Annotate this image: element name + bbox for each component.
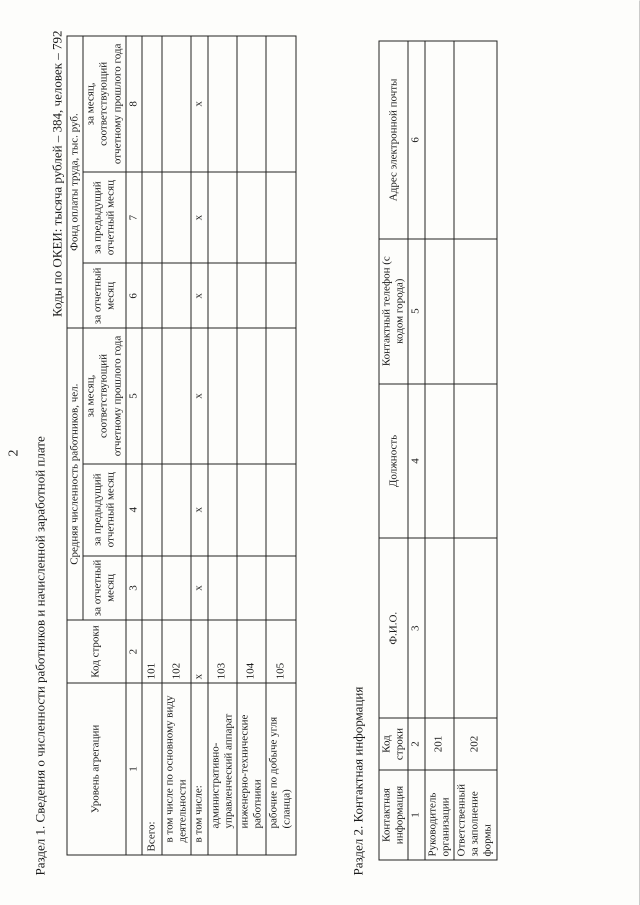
column-number: 2 bbox=[125, 620, 141, 683]
data-cell[interactable] bbox=[161, 263, 190, 328]
data-cell[interactable] bbox=[236, 463, 265, 555]
page-number: 2 bbox=[6, 449, 21, 456]
data-cell[interactable] bbox=[236, 36, 265, 172]
table-row bbox=[161, 36, 190, 855]
position-cell[interactable] bbox=[424, 383, 453, 538]
data-cell[interactable] bbox=[161, 171, 190, 263]
header-avg-group: Средняя численность работников, чел. bbox=[67, 328, 83, 620]
row-code: 202 bbox=[453, 718, 496, 770]
email-cell[interactable] bbox=[453, 41, 496, 239]
email-cell[interactable] bbox=[424, 41, 453, 239]
position-cell[interactable] bbox=[453, 383, 496, 538]
data-cell[interactable] bbox=[207, 555, 236, 620]
column-number: 1 bbox=[125, 682, 141, 854]
row-code: 104 bbox=[236, 620, 265, 683]
data-cell[interactable] bbox=[141, 555, 161, 620]
row-code: 101 bbox=[141, 620, 161, 683]
table-row bbox=[424, 41, 453, 860]
section2-table bbox=[378, 40, 497, 860]
section2-title: Раздел 2. Контактная информация bbox=[350, 686, 365, 875]
data-cell[interactable] bbox=[236, 263, 265, 328]
table-row bbox=[453, 41, 496, 860]
data-cell[interactable] bbox=[141, 463, 161, 555]
data-cell[interactable] bbox=[161, 555, 190, 620]
data-cell: х bbox=[191, 463, 207, 555]
section1-table bbox=[66, 35, 296, 855]
row-label: Всего: bbox=[141, 682, 161, 854]
row-label: в том числе по основному виду деятельности bbox=[161, 682, 190, 854]
section2-header-row bbox=[379, 41, 408, 860]
header-fund-col: за отчетный месяц bbox=[83, 263, 126, 328]
table-row bbox=[236, 36, 265, 855]
row-label: Ответственный за заполнение формы bbox=[453, 770, 496, 860]
row-code: 103 bbox=[207, 620, 236, 683]
header-phone: Контактный телефон (с кодом города) bbox=[379, 238, 408, 383]
table-row bbox=[266, 36, 295, 855]
column-number: 3 bbox=[125, 555, 141, 620]
data-cell: х bbox=[191, 263, 207, 328]
fio-cell[interactable] bbox=[424, 538, 453, 718]
column-number: 4 bbox=[408, 383, 424, 538]
data-cell[interactable] bbox=[236, 171, 265, 263]
row-label: административно-управленческий аппарат bbox=[207, 682, 236, 854]
phone-cell[interactable] bbox=[453, 238, 496, 383]
data-cell[interactable] bbox=[161, 36, 190, 172]
table-row bbox=[207, 36, 236, 855]
data-cell: х bbox=[191, 555, 207, 620]
column-number: 5 bbox=[125, 328, 141, 464]
data-cell[interactable] bbox=[141, 328, 161, 464]
column-number: 5 bbox=[408, 238, 424, 383]
header-fio: Ф.И.О. bbox=[379, 538, 408, 718]
header-fund-col: за предыдущий отчетный месяц bbox=[83, 171, 126, 263]
section1-title: Раздел 1. Сведения о численности работников и начисленной заработной плате bbox=[32, 435, 47, 875]
section1-column-numbers bbox=[125, 36, 141, 855]
data-cell: х bbox=[191, 171, 207, 263]
data-cell[interactable] bbox=[141, 263, 161, 328]
column-number: 6 bbox=[408, 41, 424, 239]
column-number: 4 bbox=[125, 463, 141, 555]
section1-header-row-1 bbox=[67, 36, 83, 855]
data-cell[interactable] bbox=[266, 463, 295, 555]
row-code: 102 bbox=[161, 620, 190, 683]
row-label: Руководитель организации bbox=[424, 770, 453, 860]
header-avg-col: за отчетный месяц bbox=[83, 555, 126, 620]
data-cell[interactable] bbox=[236, 328, 265, 464]
okei-codes: Коды по ОКЕИ: тысяча рублей – 384, человек – 792 bbox=[49, 30, 64, 317]
data-cell[interactable] bbox=[266, 171, 295, 263]
data-cell[interactable] bbox=[266, 555, 295, 620]
column-number: 6 bbox=[125, 263, 141, 328]
table-row bbox=[191, 36, 207, 855]
column-number: 7 bbox=[125, 171, 141, 263]
fio-cell[interactable] bbox=[453, 538, 496, 718]
data-cell: х bbox=[191, 36, 207, 172]
header-contact-info: Контактная информация bbox=[379, 770, 408, 860]
data-cell[interactable] bbox=[266, 328, 295, 464]
header-fund-col: за месяц, соответствующий отчетному прошлого года bbox=[83, 36, 126, 172]
column-number: 2 bbox=[408, 718, 424, 770]
data-cell[interactable] bbox=[207, 36, 236, 172]
data-cell[interactable] bbox=[266, 36, 295, 172]
data-cell[interactable] bbox=[236, 555, 265, 620]
column-number: 3 bbox=[408, 538, 424, 718]
row-label: рабочие по добыче угля (сланца) bbox=[266, 682, 295, 854]
row-code: х bbox=[191, 620, 207, 683]
data-cell[interactable] bbox=[161, 328, 190, 464]
header-avg-col: за предыдущий отчетный месяц bbox=[83, 463, 126, 555]
data-cell[interactable] bbox=[207, 463, 236, 555]
header-code: Код строки bbox=[67, 620, 126, 683]
column-number: 1 bbox=[408, 770, 424, 860]
table-row bbox=[141, 36, 161, 855]
column-number: 8 bbox=[125, 36, 141, 172]
data-cell[interactable] bbox=[161, 463, 190, 555]
row-label: инженерно-технические работники bbox=[236, 682, 265, 854]
section2-column-numbers bbox=[408, 41, 424, 860]
data-cell[interactable] bbox=[207, 171, 236, 263]
row-code: 201 bbox=[424, 718, 453, 770]
data-cell[interactable] bbox=[141, 36, 161, 172]
data-cell[interactable] bbox=[207, 263, 236, 328]
header-email: Адрес электронной почты bbox=[379, 41, 408, 239]
data-cell[interactable] bbox=[207, 328, 236, 464]
header-fund-group: Фонд оплаты труда, тыс. руб. bbox=[67, 36, 83, 328]
header-code: Код строки bbox=[379, 718, 408, 770]
header-avg-col: за месяц, соответствующий отчетному прошлого года bbox=[83, 328, 126, 464]
row-code: 105 bbox=[266, 620, 295, 683]
header-position: Должность bbox=[379, 383, 408, 538]
header-level: Уровень агрегации bbox=[67, 682, 126, 854]
data-cell[interactable] bbox=[141, 171, 161, 263]
phone-cell[interactable] bbox=[424, 238, 453, 383]
data-cell[interactable] bbox=[266, 263, 295, 328]
row-label: в том числе: bbox=[191, 682, 207, 854]
data-cell: х bbox=[191, 328, 207, 464]
